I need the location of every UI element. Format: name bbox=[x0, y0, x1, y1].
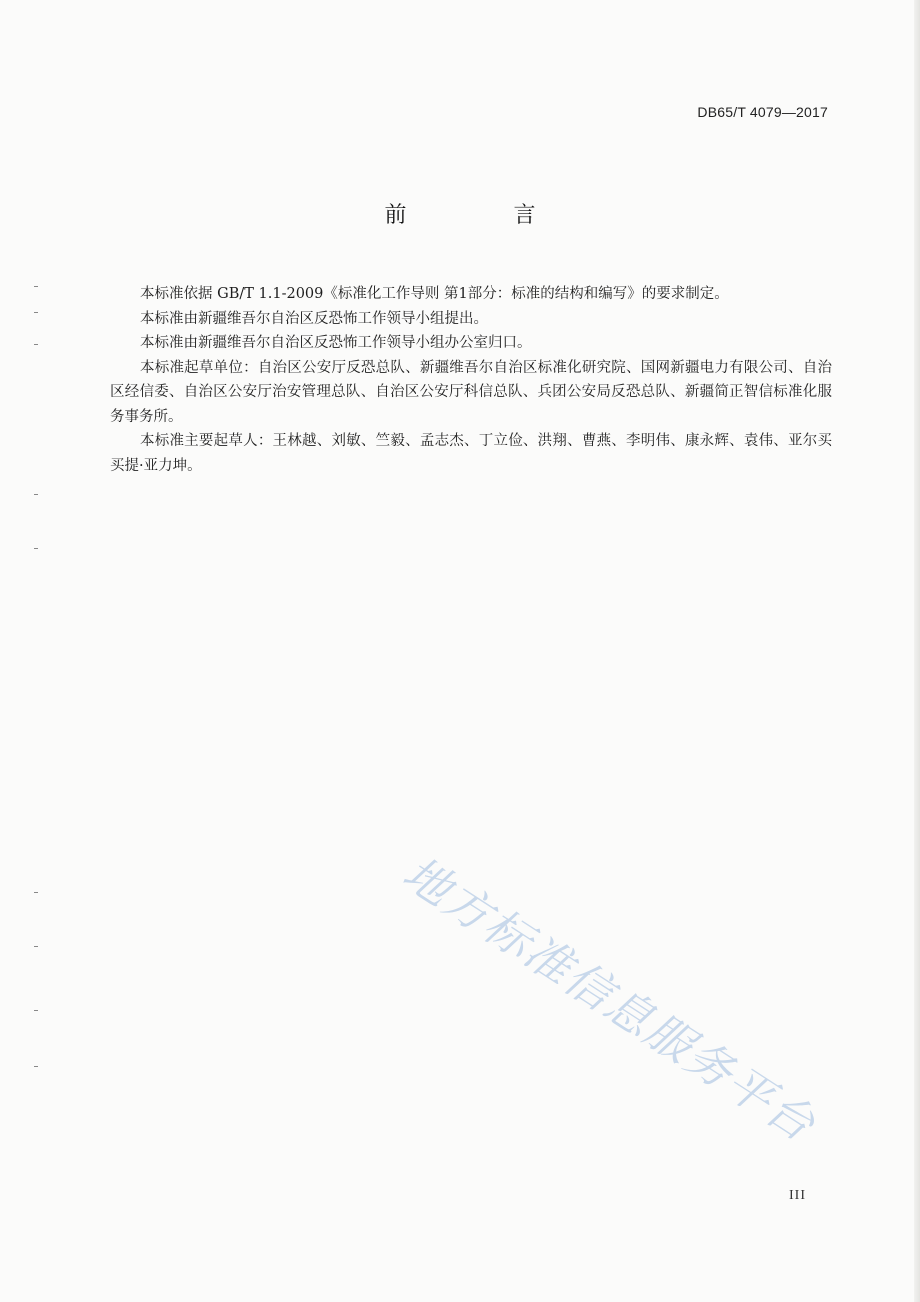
page-number: III bbox=[789, 1188, 806, 1203]
watermark-text: 地方标准信息服务平台 bbox=[393, 845, 826, 1153]
margin-tick bbox=[34, 344, 38, 345]
margin-tick bbox=[34, 1066, 38, 1067]
margin-tick bbox=[34, 312, 38, 313]
margin-tick bbox=[34, 1010, 38, 1011]
margin-tick bbox=[34, 548, 38, 549]
page-title: 前 言 bbox=[384, 203, 586, 228]
paragraph-proposer: 本标准由新疆维吾尔自治区反恐怖工作领导小组提出。 bbox=[140, 310, 488, 327]
standard-code: DB65/T 4079—2017 bbox=[697, 104, 828, 120]
margin-tick bbox=[34, 946, 38, 947]
paragraph-drafters: 本标准主要起草人：王林越、刘敏、竺毅、孟志杰、丁立俭、洪翔、曹燕、李明伟、康永辉、袁伟、亚尔买买提·亚力坤。 bbox=[110, 433, 832, 474]
margin-tick bbox=[34, 286, 38, 287]
paragraph-basis: 本标准依据 GB/T 1.1-2009《标准化工作导则 第1部分：标准的结构和编写》的要求制定。 bbox=[140, 286, 729, 302]
foreword-body bbox=[110, 282, 832, 478]
margin-tick bbox=[34, 892, 38, 893]
page-edge-shadow bbox=[914, 0, 920, 1302]
paragraph-drafting-units: 本标准起草单位：自治区公安厅反恐总队、新疆维吾尔自治区标准化研究院、国网新疆电力有限公司、自治区经信委、自治区公安厅治安管理总队、自治区公安厅科信总队、兵团公安局反恐总队、新疆简正智信标准化服务事务所。 bbox=[110, 359, 832, 425]
paragraph-administrator: 本标准由新疆维吾尔自治区反恐怖工作领导小组办公室归口。 bbox=[140, 335, 532, 351]
margin-tick bbox=[34, 494, 38, 495]
